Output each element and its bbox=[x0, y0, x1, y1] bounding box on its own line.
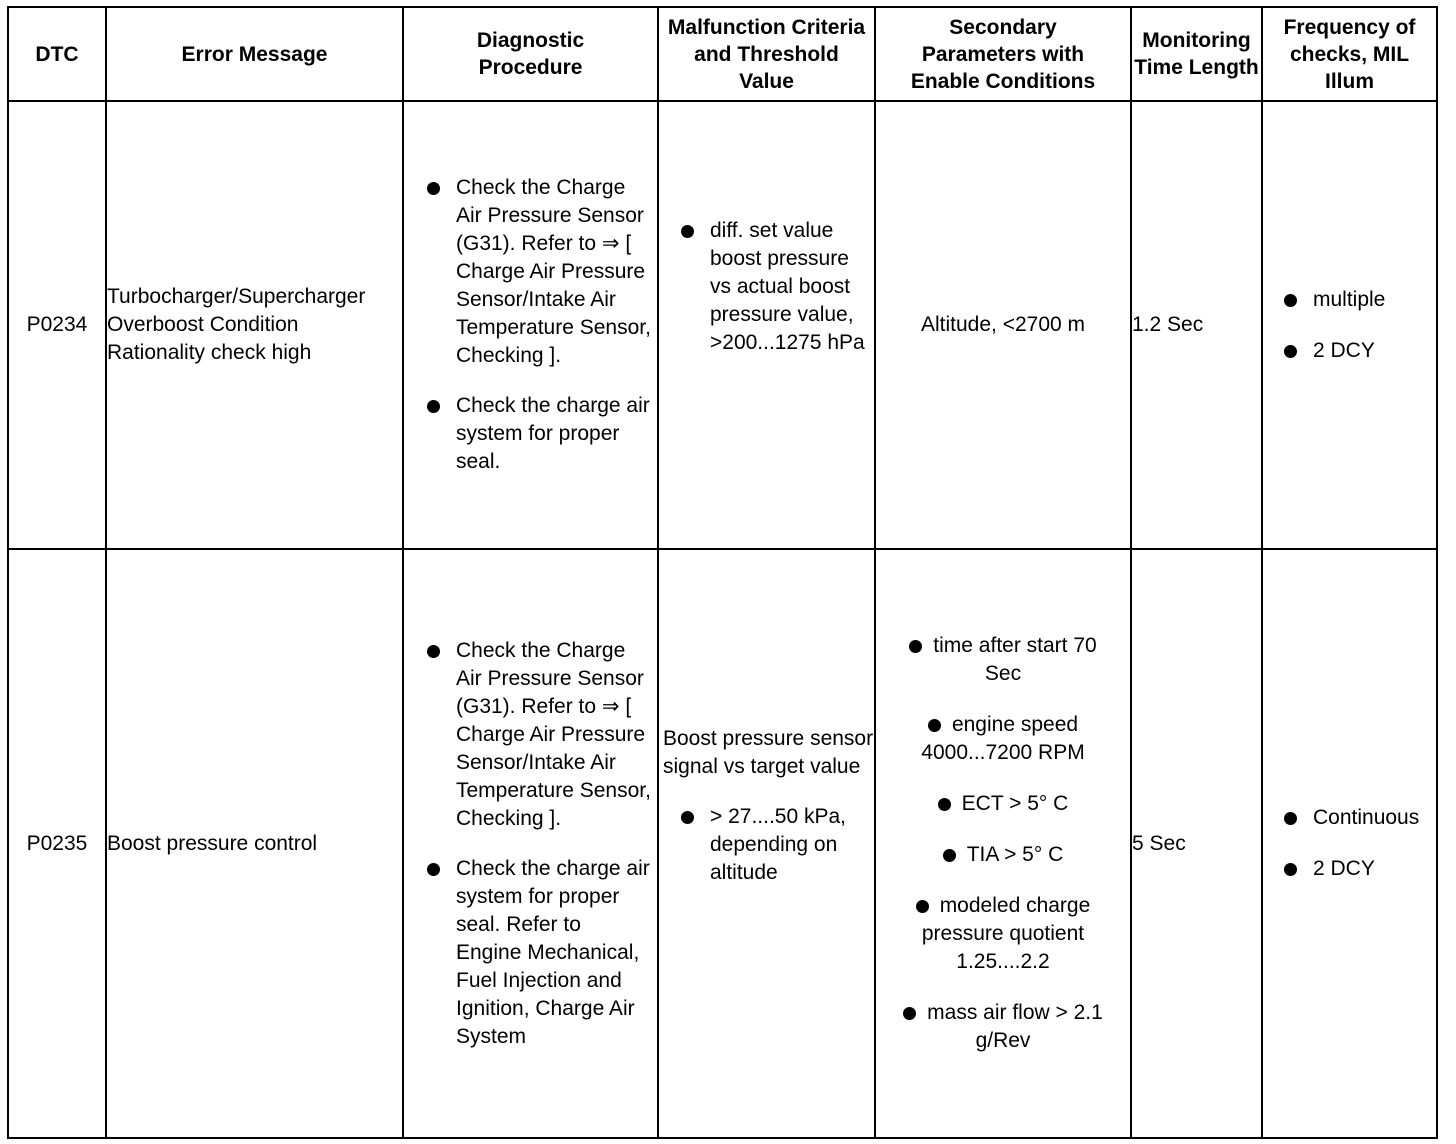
secondary-parameter-item: mass air flow > 2.1 g/Rev bbox=[876, 999, 1130, 1055]
secondary-parameters: Altitude, <2700 m bbox=[875, 101, 1131, 549]
secondary-parameter-list bbox=[876, 632, 1130, 1055]
criteria-list bbox=[659, 803, 874, 887]
diagnostic-step: Check the charge air system for proper seal. Refer to Engine Mechanical, Fuel Injection and Ignition, Charge Air System bbox=[404, 855, 657, 1051]
criteria-item: diff. set value boost pressure vs actual boost pressure value, >200...1275 hPa bbox=[659, 217, 874, 357]
secondary-parameter-item: time after start 70 Sec bbox=[876, 632, 1130, 688]
malfunction-criteria bbox=[658, 549, 875, 1138]
frequency-list bbox=[1263, 286, 1436, 365]
diagnostic-step: Check the charge air system for proper seal. bbox=[404, 392, 657, 476]
header-malfunction-criteria: Malfunction Criteria and Threshold Value bbox=[658, 7, 875, 101]
dtc-code: P0234 bbox=[8, 101, 106, 549]
table-row bbox=[8, 101, 1437, 549]
monitoring-time: 5 Sec bbox=[1131, 549, 1262, 1138]
frequency-item: 2 DCY bbox=[1263, 337, 1436, 365]
header-diagnostic-procedure: Diagnostic Procedure bbox=[403, 7, 658, 101]
diagnostic-step: Check the Charge Air Pressure Sensor (G31). Refer to ⇒ [ Charge Air Pressure Sensor/Intake Air Temperature Sensor, Checking ]. bbox=[404, 174, 657, 370]
error-message: Turbocharger/Supercharger Overboost Condition Rationality check high bbox=[106, 101, 403, 549]
secondary-parameter-item: ECT > 5° C bbox=[876, 790, 1130, 818]
header-dtc: DTC bbox=[8, 7, 106, 101]
secondary-parameter-item: engine speed 4000...7200 RPM bbox=[921, 713, 1085, 764]
diagnostic-steps bbox=[404, 637, 657, 1051]
monitoring-time: 1.2 Sec bbox=[1131, 101, 1262, 549]
frequency-item: Continuous bbox=[1263, 804, 1436, 832]
error-message: Boost pressure control bbox=[106, 549, 403, 1138]
frequency-item: 2 DCY bbox=[1263, 855, 1436, 883]
frequency bbox=[1262, 549, 1437, 1138]
frequency-list bbox=[1263, 804, 1436, 883]
header-error-message: Error Message bbox=[106, 7, 403, 101]
secondary-parameter-item: TIA > 5° C bbox=[876, 841, 1130, 869]
secondary-parameter-item: modeled charge pressure quotient 1.25....2.2 bbox=[876, 892, 1130, 976]
criteria-intro: Boost pressure sensor signal vs target value bbox=[663, 727, 874, 778]
diagnostic-procedure bbox=[403, 101, 658, 549]
criteria-item: > 27....50 kPa, depending on altitude bbox=[659, 803, 874, 887]
diagnostic-procedure bbox=[403, 549, 658, 1138]
diagnostic-steps bbox=[404, 174, 657, 476]
criteria-list bbox=[659, 217, 874, 357]
table-row bbox=[8, 549, 1437, 1138]
header-frequency: Frequency of checks, MIL Illum bbox=[1262, 7, 1437, 101]
dtc-code: P0235 bbox=[8, 549, 106, 1138]
header-secondary-parameters: Secondary Parameters with Enable Conditions bbox=[875, 7, 1131, 101]
header-row bbox=[8, 7, 1437, 101]
diagnostic-step: Check the Charge Air Pressure Sensor (G31). Refer to ⇒ [ Charge Air Pressure Sensor/Intake Air Temperature Sensor, Checking ]. bbox=[404, 637, 657, 833]
malfunction-criteria bbox=[658, 101, 875, 549]
secondary-parameters bbox=[875, 549, 1131, 1138]
frequency-item: multiple bbox=[1263, 286, 1436, 314]
dtc-table bbox=[7, 6, 1438, 1139]
header-monitoring-time: Monitoring Time Length bbox=[1131, 7, 1262, 101]
frequency bbox=[1262, 101, 1437, 549]
